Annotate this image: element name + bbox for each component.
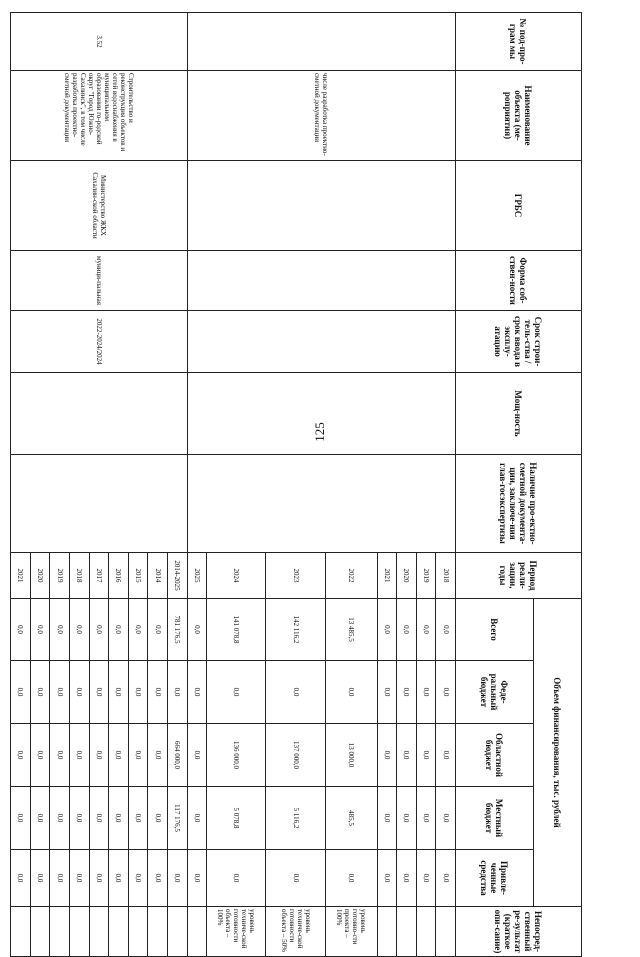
- cell-total: 0,0: [128, 599, 148, 661]
- cell-total: 0,0: [69, 599, 89, 661]
- cell-result: [187, 907, 207, 957]
- cell-federal: 0,0: [148, 661, 168, 724]
- cell-year: 2018: [69, 553, 89, 599]
- cell-attracted: 0,0: [207, 850, 266, 907]
- cell-federal: 0,0: [30, 661, 50, 724]
- program-table: [10, 12, 582, 957]
- cell-regional: 0,0: [436, 724, 456, 787]
- rotated-table-page: [10, 12, 582, 954]
- cell-federal: 0,0: [187, 661, 207, 724]
- cell-total: 0,0: [416, 599, 436, 661]
- cell-attracted: 0,0: [397, 850, 417, 907]
- cell-attracted: 0,0: [416, 850, 436, 907]
- header-docs: Наличие про-ектно-сметной документа-ции, заключе-ния глав-госэкспертизы: [456, 455, 582, 553]
- header-period: Период реали-зации, годы: [456, 553, 582, 599]
- cell-local: 0,0: [11, 787, 31, 850]
- item1-name: числе разработка проектно-сметной документации: [187, 71, 455, 161]
- cell-regional: 0,0: [187, 724, 207, 787]
- cell-federal: 0,0: [207, 661, 266, 724]
- cell-result: [69, 907, 89, 957]
- cell-result: [397, 907, 417, 957]
- cell-regional: 0,0: [11, 724, 31, 787]
- item2-grbs: Министерство ЖКХ Сахалин-ской области: [11, 161, 188, 251]
- cell-regional: 664 000,0: [167, 724, 187, 787]
- cell-local: 5 078,8: [207, 787, 266, 850]
- cell-local: 5 116,2: [266, 787, 326, 850]
- item2-num: 3.52: [11, 13, 188, 71]
- cell-year: 2022: [326, 553, 377, 599]
- cell-federal: 0,0: [109, 661, 129, 724]
- cell-federal: 0,0: [69, 661, 89, 724]
- table-row: [167, 13, 187, 957]
- cell-local: 0,0: [187, 787, 207, 850]
- cell-result: [416, 907, 436, 957]
- cell-local: 0,0: [377, 787, 397, 850]
- cell-local: 0,0: [109, 787, 129, 850]
- cell-year: 2020: [30, 553, 50, 599]
- cell-federal: 0,0: [416, 661, 436, 724]
- cell-total: 781 176,5: [167, 599, 187, 661]
- header-capacity: Мощ-ность: [456, 373, 582, 455]
- header-grbs: ГРБС: [456, 161, 582, 251]
- cell-attracted: 0,0: [128, 850, 148, 907]
- cell-total: 0,0: [50, 599, 70, 661]
- table-header: [456, 13, 582, 957]
- cell-total: 0,0: [187, 599, 207, 661]
- cell-federal: 0,0: [50, 661, 70, 724]
- cell-attracted: 0,0: [266, 850, 326, 907]
- cell-regional: 0,0: [148, 724, 168, 787]
- cell-year: 2021: [377, 553, 397, 599]
- item1-capacity: [187, 373, 455, 455]
- table-body: [11, 13, 456, 957]
- cell-attracted: 0,0: [167, 850, 187, 907]
- cell-local: 0,0: [89, 787, 109, 850]
- item2-name: Строительство и реконструкция объектов и сетей водоснабжения в муниципальном образовании го-родской округ "Город Южно-Сахалинск", в том числе разработка проектно-сметной документации: [11, 71, 188, 161]
- cell-result: [50, 907, 70, 957]
- cell-attracted: 0,0: [148, 850, 168, 907]
- cell-result: уровень техниче-ской готовности объекта – 50%: [266, 907, 326, 957]
- cell-regional: 0,0: [30, 724, 50, 787]
- cell-result: [128, 907, 148, 957]
- cell-year: 2023: [266, 553, 326, 599]
- cell-federal: 0,0: [436, 661, 456, 724]
- cell-result: [436, 907, 456, 957]
- header-attracted: Привле-ченные средства: [456, 850, 534, 907]
- cell-attracted: 0,0: [69, 850, 89, 907]
- cell-result: [11, 907, 31, 957]
- header-term: Срок строи-тель-ства / срок ввода в эксплу-атацию: [456, 311, 582, 373]
- cell-result: [148, 907, 168, 957]
- cell-local: 0,0: [30, 787, 50, 850]
- cell-year: 2021: [11, 553, 31, 599]
- cell-result: [89, 907, 109, 957]
- cell-year: 2018: [436, 553, 456, 599]
- cell-attracted: 0,0: [377, 850, 397, 907]
- cell-federal: 0,0: [377, 661, 397, 724]
- cell-attracted: 0,0: [11, 850, 31, 907]
- cell-year: 2020: [397, 553, 417, 599]
- cell-local: 0,0: [69, 787, 89, 850]
- header-regional: Областной бюджет: [456, 724, 534, 787]
- cell-year: 2025: [187, 553, 207, 599]
- item2-capacity: [11, 373, 188, 455]
- cell-year: 2019: [416, 553, 436, 599]
- cell-year: 2015: [128, 553, 148, 599]
- cell-year: 2016: [109, 553, 129, 599]
- item2-docs: [11, 455, 188, 553]
- item1-ownership: [187, 251, 455, 311]
- cell-federal: 0,0: [128, 661, 148, 724]
- cell-local: 0,0: [397, 787, 417, 850]
- cell-regional: 136 000,0: [207, 724, 266, 787]
- cell-year: 2014: [148, 553, 168, 599]
- cell-local: 0,0: [436, 787, 456, 850]
- cell-attracted: 0,0: [89, 850, 109, 907]
- cell-total: 0,0: [397, 599, 417, 661]
- cell-federal: 0,0: [89, 661, 109, 724]
- cell-total: 0,0: [89, 599, 109, 661]
- cell-regional: 0,0: [50, 724, 70, 787]
- cell-attracted: 0,0: [187, 850, 207, 907]
- cell-total: 141 078,8: [207, 599, 266, 661]
- cell-attracted: 0,0: [50, 850, 70, 907]
- cell-year: 2017: [89, 553, 109, 599]
- cell-local: 0,0: [50, 787, 70, 850]
- cell-result: [377, 907, 397, 957]
- header-funding: Объем финансирования, тыс. рублей: [534, 599, 582, 907]
- header-name: Наименование объекта (ме-роприятия): [456, 71, 582, 161]
- cell-year: 2024: [207, 553, 266, 599]
- cell-total: 142 116,2: [266, 599, 326, 661]
- cell-regional: 13 000,0: [326, 724, 377, 787]
- cell-total: 13 485,5: [326, 599, 377, 661]
- cell-year: 2019: [50, 553, 70, 599]
- cell-year: 2014-2025: [167, 553, 187, 599]
- cell-regional: 0,0: [69, 724, 89, 787]
- cell-total: 0,0: [30, 599, 50, 661]
- cell-local: 0,0: [416, 787, 436, 850]
- cell-result: [30, 907, 50, 957]
- cell-regional: 0,0: [416, 724, 436, 787]
- item1-term: [187, 311, 455, 373]
- cell-attracted: 0,0: [30, 850, 50, 907]
- item1-num: [187, 13, 455, 71]
- cell-federal: 0,0: [266, 661, 326, 724]
- cell-local: 117 176,5: [167, 787, 187, 850]
- cell-regional: 137 000,0: [266, 724, 326, 787]
- cell-regional: 0,0: [377, 724, 397, 787]
- cell-regional: 0,0: [128, 724, 148, 787]
- cell-attracted: 0,0: [109, 850, 129, 907]
- cell-federal: 0,0: [11, 661, 31, 724]
- cell-regional: 0,0: [89, 724, 109, 787]
- item2-ownership: муници-пальная: [11, 251, 188, 311]
- item2-term: 2022-2024/2024: [11, 311, 188, 373]
- cell-total: 0,0: [148, 599, 168, 661]
- item1-docs: [187, 455, 455, 553]
- header-total: Всего: [456, 599, 534, 661]
- cell-regional: 0,0: [397, 724, 417, 787]
- header-num: № под-про-грам мы: [456, 13, 582, 71]
- header-local: Местный бюджет: [456, 787, 534, 850]
- cell-attracted: 0,0: [436, 850, 456, 907]
- cell-total: 0,0: [436, 599, 456, 661]
- header-ownership: Форма соб-ствен-ности: [456, 251, 582, 311]
- cell-total: 0,0: [377, 599, 397, 661]
- cell-local: 0,0: [128, 787, 148, 850]
- cell-total: 0,0: [11, 599, 31, 661]
- cell-result: уровень техниче-ской готовности объекта – 100%: [207, 907, 266, 957]
- table-row: [436, 13, 456, 957]
- cell-attracted: 0,0: [326, 850, 377, 907]
- cell-local: 0,0: [148, 787, 168, 850]
- cell-result: уровень готовно-сти проекта – 100%: [326, 907, 377, 957]
- cell-regional: 0,0: [109, 724, 129, 787]
- cell-federal: 0,0: [167, 661, 187, 724]
- cell-result: [109, 907, 129, 957]
- header-result: Непосред-ственный ре-зультат (краткое опи-сание): [456, 907, 582, 957]
- cell-local: 485,5: [326, 787, 377, 850]
- cell-federal: 0,0: [397, 661, 417, 724]
- cell-federal: 0,0: [326, 661, 377, 724]
- cell-total: 0,0: [109, 599, 129, 661]
- item1-grbs: [187, 161, 455, 251]
- header-federal: Феде-ральный бюджет: [456, 661, 534, 724]
- cell-result: [167, 907, 187, 957]
